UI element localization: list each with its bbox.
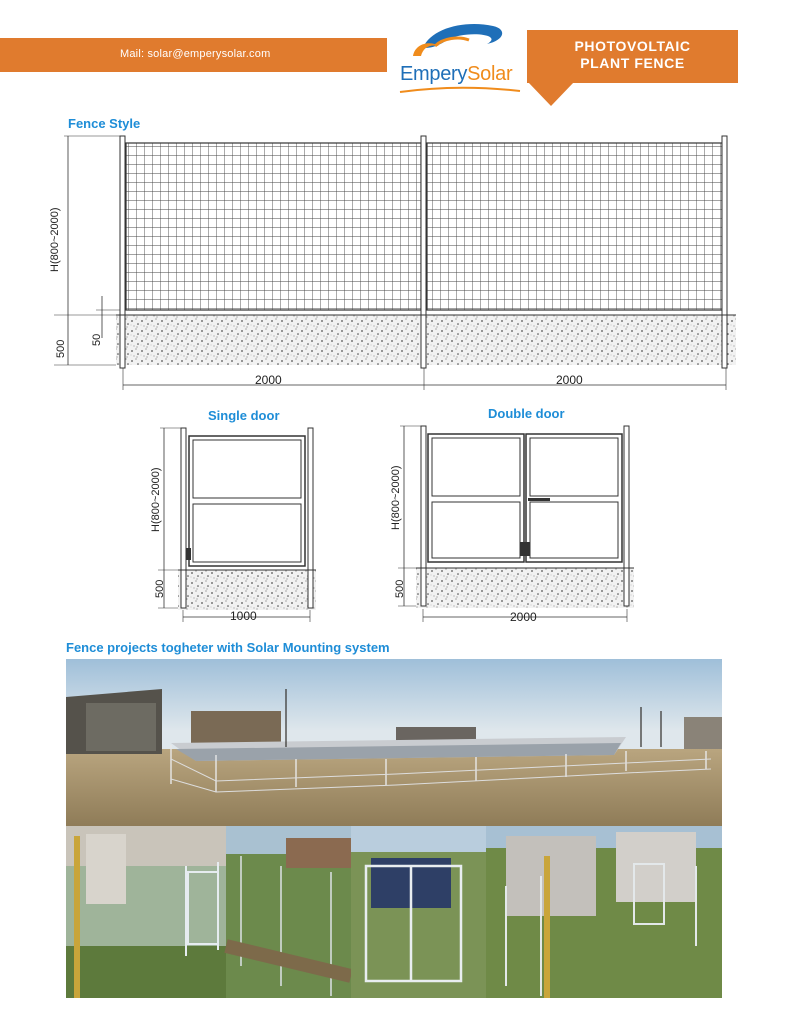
- fence-post: [120, 136, 125, 368]
- projects-heading: Fence projects togheter with Solar Mounting system: [66, 640, 390, 655]
- door-frame: [189, 436, 305, 566]
- hinge-icon: [186, 548, 191, 560]
- single-door-drawing: [150, 420, 325, 625]
- gravel-foundation: [178, 570, 316, 610]
- fence-post: [421, 136, 426, 368]
- title-line-1: PHOTOVOLTAIC: [574, 38, 691, 54]
- fence-style-drawing: [40, 128, 760, 398]
- door-post: [421, 426, 426, 606]
- brand-name-part1: Empery: [400, 63, 468, 85]
- door-panel-top: [193, 440, 301, 498]
- double-door-height-label: H(800~2000): [390, 465, 402, 530]
- header-notch: [528, 82, 574, 106]
- single-door-width-label: 1000: [230, 609, 257, 623]
- mesh-panel-left: [126, 143, 421, 310]
- latch-icon: [520, 542, 530, 556]
- brand-name-part2: Solar: [467, 63, 513, 85]
- project-photo-panorama: [66, 659, 722, 826]
- fence-width-left-label: 2000: [255, 373, 282, 387]
- gravel-foundation: [416, 568, 634, 608]
- single-door-heading: Single door: [208, 408, 280, 423]
- door-leaf-left: [428, 434, 524, 562]
- door-panel: [530, 502, 618, 558]
- single-door-height-label: H(800~2000): [150, 467, 162, 532]
- fence-offset-label: 50: [91, 333, 103, 346]
- double-door-heading: Double door: [488, 406, 565, 421]
- door-panel: [432, 502, 520, 558]
- door-post: [624, 426, 629, 606]
- fence-height-label: H(800~2000): [49, 207, 61, 272]
- fence-post: [722, 136, 727, 368]
- fence-style-heading: Fence Style: [68, 116, 141, 131]
- brand-underline-icon: [398, 86, 523, 94]
- mesh-panel-right: [427, 143, 722, 310]
- project-photo-strip: [66, 826, 722, 998]
- photo-strip-scene: [66, 826, 722, 998]
- bolt-icon: [528, 498, 550, 501]
- brand-name: [400, 63, 512, 86]
- double-door-base-label: 500: [394, 579, 406, 598]
- fence-base-label: 500: [55, 339, 67, 358]
- title-line-2: PLANT FENCE: [580, 55, 685, 71]
- double-door-drawing: [390, 418, 640, 625]
- logo-swoosh-icon: [395, 18, 525, 68]
- door-post: [181, 428, 186, 608]
- fence-width-right-label: 2000: [556, 373, 583, 387]
- door-panel-bottom: [193, 504, 301, 562]
- contact-email[interactable]: Mail: solar@emperysolar.com: [120, 48, 271, 60]
- panorama-scene: [66, 659, 722, 826]
- door-post: [308, 428, 313, 608]
- double-door-width-label: 2000: [510, 610, 537, 624]
- door-panel: [530, 438, 618, 496]
- door-panel: [432, 438, 520, 496]
- single-door-base-label: 500: [154, 579, 166, 598]
- document-title: [527, 38, 738, 72]
